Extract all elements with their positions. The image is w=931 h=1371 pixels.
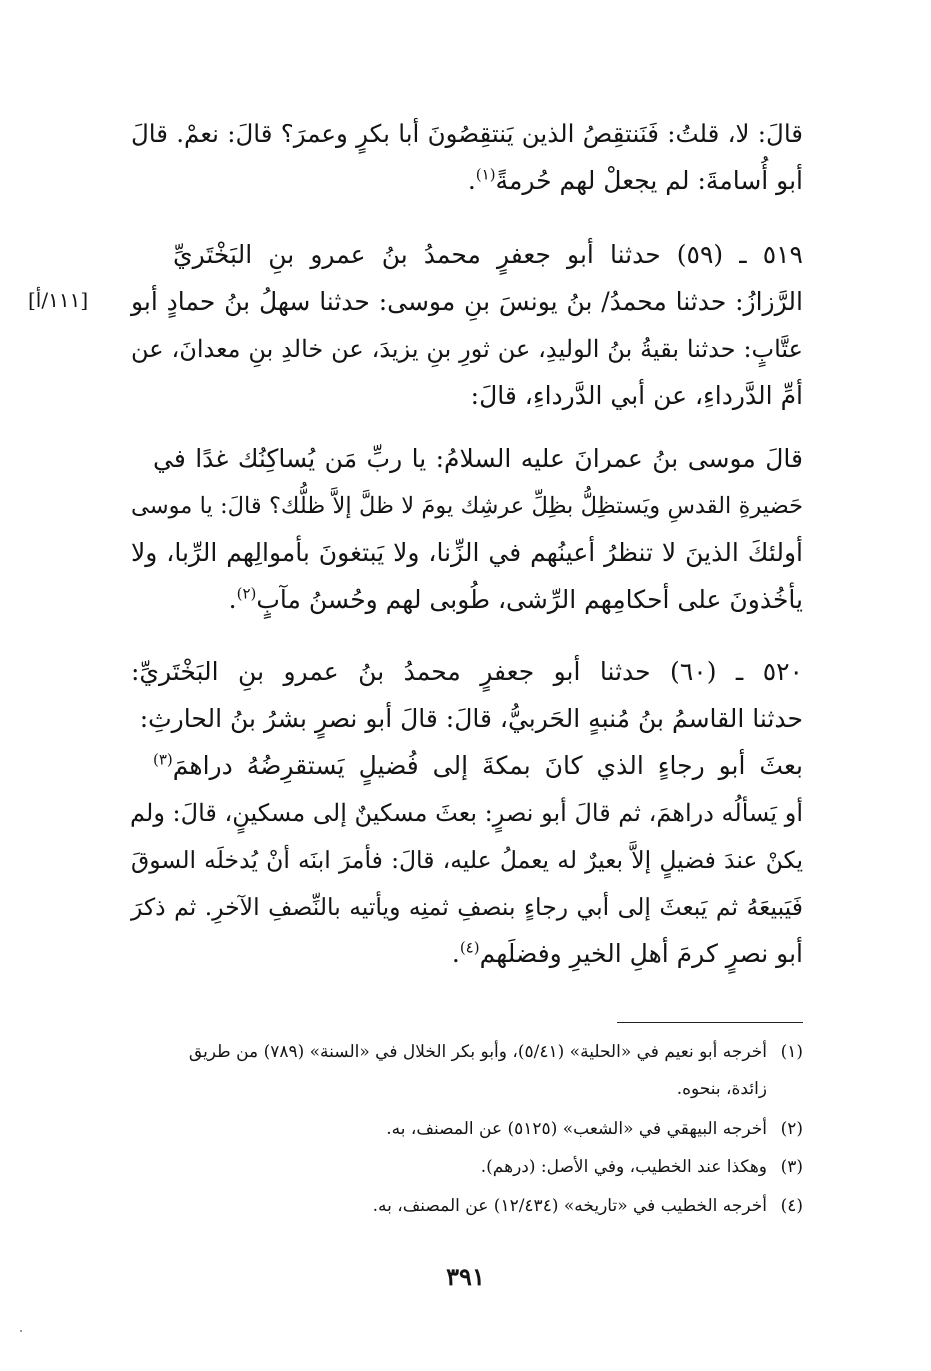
- body-line-9: أولئكَ الذينَ لا تنظرُ أعينُهم في الزِّنا، ولا يَبتغونَ بأموالِهم الرِّبا، ولا: [131, 538, 803, 567]
- footnote-marker-4: (٤): [459, 938, 480, 957]
- footnote-text: أخرجه البيهقي في «الشعب» (٥١٢٥) عن المصنف، به.: [386, 1119, 767, 1139]
- page-number: ٣٩١: [446, 1262, 485, 1291]
- footnote-text: أخرجه أبو نعيم في «الحلية» (٥/٤١)، وأبو بكر الخلال في «السنة» (٧٨٩) من طريق: [188, 1042, 767, 1062]
- manuscript-folio-note: [١١١/أ]: [28, 288, 89, 312]
- body-line-16: فَيَبيعَهُ ثم يَبعثَ إلى أبي رجاءٍ بنصفِ ثمنِه ويأتيه بالنِّصفِ الآخرِ. ثم ذكرَ: [131, 893, 803, 921]
- body-line-14: أو يَسألُه دراهمَ، ثم قالَ أبو نصرٍ: بعثَ مسكينٌ إلى مسكينٍ، قالَ: ولم: [130, 799, 803, 827]
- footnote-text: أخرجه الخطيب في «تاريخه» (١٢/٤٣٤) عن المصنف، به.: [372, 1196, 767, 1216]
- body-line-1: قالَ: لا، قلتُ: فَنَنتقِصُ الذين يَنتقِصُونَ أبا بكرٍ وعمرَ؟ قالَ: نعمْ. قالَ: [131, 119, 803, 148]
- footnote-number: (١): [780, 1042, 803, 1062]
- body-line-12: حدثنا القاسمُ بنُ مُنبهٍ الحَربيُّ، قالَ: قالَ أبو نصرٍ بشرُ بنُ الحارثِ:: [139, 704, 803, 733]
- footnote-4: [131, 1192, 803, 1220]
- scan-speck: [20, 1330, 22, 1332]
- body-line-13: بعثَ أبو رجاءٍ الذي كانَ بمكةَ إلى فُضيلٍ يَستقرِضُهُ دراهمَ$^{(٣)}$: [153, 750, 803, 780]
- body-line-7: قالَ موسى بنُ عمرانَ عليه السلامُ: يا ربِّ مَن يُساكِنُك غدًا في: [153, 444, 803, 473]
- footnote-2: [131, 1115, 803, 1143]
- body-line-4: الرَّزازُ: حدثنا محمدُ/ بنُ يونسَ بنِ موسى: حدثنا سهلُ بنُ حمادٍ أبو: [131, 287, 803, 316]
- footnote-marker-1: (١): [475, 165, 496, 184]
- footnote-3: [131, 1153, 803, 1181]
- body-line-15: يكنْ عندَ فضيلٍ إلاَّ بعيرٌ له يعملُ عليه، قالَ: فأمرَ ابنَه أنْ يُدخلَه السوقَ: [131, 846, 803, 874]
- body-line-2: أبو أُسامةَ: لم يجعلْ لهم حُرمةً$^{(١)}$.: [467, 165, 803, 195]
- footnote-separator: [617, 1022, 803, 1023]
- hadith-519-heading: ٥١٩ ـ (٥٩) حدثنا أبو جعفرٍ محمدُ بنُ عمرو بنِ البَخْتَريِّ: [173, 240, 803, 269]
- body-line-5: عتَّابٍ: حدثنا بقيةُ بنُ الوليدِ، عن ثورِ بنِ يزيدَ، عن خالدِ بنِ معدانَ، عن: [131, 335, 803, 363]
- footnote-1-continuation: زائدة، بنحوه.: [676, 1079, 767, 1099]
- footnote-number: (٢): [780, 1119, 803, 1139]
- body-line-10: يأخُذونَ على أحكامِهم الرِّشى، طُوبى لهم وحُسنُ مآبٍ$^{(٢)}$.: [228, 584, 803, 614]
- footnote-marker-3: (٣): [153, 750, 173, 769]
- body-line-8: حَضيرةِ القدسِ ويَستظِلُّ بظِلِّ عرشِك يومَ لا ظلَّ إلاَّ ظلُّك؟ قالَ: يا موسى: [131, 493, 803, 519]
- footnote-1: [131, 1038, 803, 1066]
- footnote-number: (٣): [780, 1157, 803, 1177]
- footnote-text: وهكذا عند الخطيب، وفي الأصل: (درهم).: [480, 1157, 767, 1177]
- body-line-6: أمِّ الدَّرداءِ، عن أبي الدَّرداءِ، قالَ:: [470, 381, 803, 410]
- body-line-17: أبو نصرٍ كرمَ أهلِ الخيرِ وفضلَهم$^{(٤)}$.: [451, 938, 803, 968]
- hadith-520-heading: ٥٢٠ ـ (٦٠) حدثنا أبو جعفرٍ محمدُ بنُ عمرو بنِ البَخْتَريِّ:: [131, 657, 803, 686]
- footnote-marker-2: (٢): [236, 584, 257, 603]
- footnote-number: (٤): [780, 1196, 803, 1216]
